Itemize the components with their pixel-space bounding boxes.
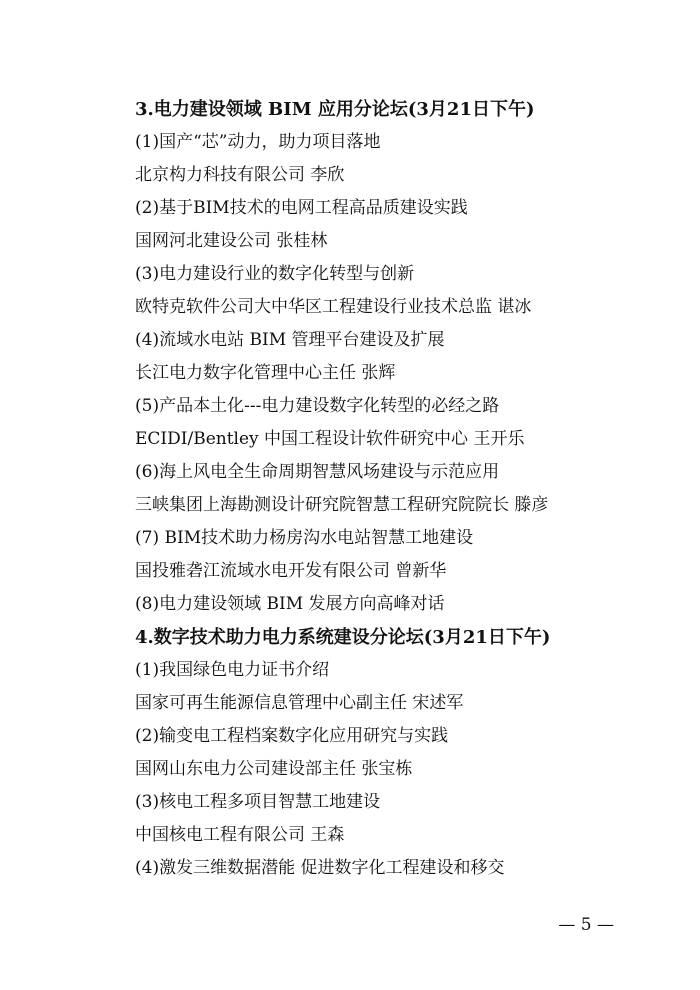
item-title: (5)产品本土化---电力建设数字化转型的必经之路 (135, 396, 500, 416)
item-speaker: 国网山东电力公司建设部主任 张宝栋 (135, 759, 413, 779)
item-title: (8)电力建设领域 BIM 发展方向高峰对话 (135, 594, 445, 614)
item-speaker: 国网河北建设公司 张桂林 (135, 231, 328, 251)
item-title: (6)海上风电全生命周期智慧风场建设与示范应用 (135, 462, 500, 482)
item-title: (1)我国绿色电力证书介绍 (135, 660, 330, 680)
item-speaker: 国投雅砻江流域水电开发有限公司 曾新华 (135, 561, 447, 581)
item-title: (1)国产“芯”动力，助力项目落地 (135, 132, 381, 152)
page-number: — 5 — (558, 915, 614, 935)
item-title: (2)基于BIM技术的电网工程高品质建设实践 (135, 198, 468, 218)
item-title: (4)激发三维数据潜能 促进数字化工程建设和移交 (135, 858, 505, 878)
item-speaker: 三峡集团上海勘测设计研究院智慧工程研究院院长 滕彦 (135, 495, 549, 515)
agenda-content (135, 93, 655, 885)
item-speaker: 北京构力科技有限公司 李欣 (135, 165, 345, 185)
item-title: (3)电力建设行业的数字化转型与创新 (135, 264, 415, 284)
item-title: (2)输变电工程档案数字化应用研究与实践 (135, 726, 449, 746)
item-speaker: ECIDI/Bentley 中国工程设计软件研究中心 王开乐 (135, 429, 525, 449)
item-title: (3)核电工程多项目智慧工地建设 (135, 792, 381, 812)
section-heading: 3.电力建设领域 BIM 应用分论坛(3月21日下午) (135, 99, 535, 120)
item-title: (7) BIM技术助力杨房沟水电站智慧工地建设 (135, 528, 474, 548)
item-title: (4)流域水电站 BIM 管理平台建设及扩展 (135, 330, 445, 350)
item-speaker: 欧特克软件公司大中华区工程建设行业技术总监 谌冰 (135, 297, 532, 317)
item-speaker: 国家可再生能源信息管理中心副主任 宋述军 (135, 693, 464, 713)
item-speaker: 长江电力数字化管理中心主任 张辉 (135, 363, 396, 383)
section-heading: 4.数字技术助力电力系统建设分论坛(3月21日下午) (135, 627, 551, 648)
item-speaker: 中国核电工程有限公司 王森 (135, 825, 345, 845)
